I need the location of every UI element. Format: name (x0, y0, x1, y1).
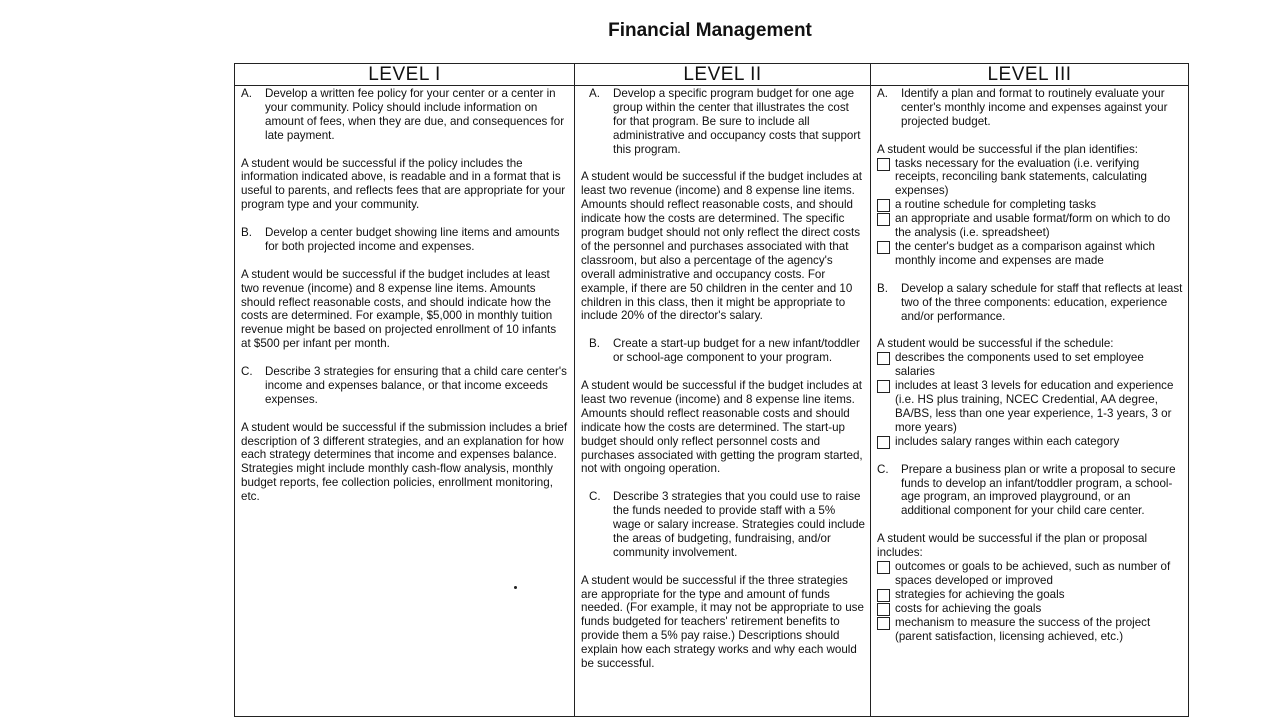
criteria-label: describes the components used to set employee salaries (895, 351, 1144, 379)
objective-letter: B. (589, 337, 600, 351)
level-3-heading: LEVEL III (871, 64, 1189, 86)
criteria-label: costs for achieving the goals (895, 601, 1042, 615)
success-criteria-text: A student would be successful if the budget includes at least two revenue (income) and 8 expense line items. Amounts should reflect reasonable costs, and should indicate how the costs are determined. For example, $5,000 in monthly tuition revenue might be based on projected enrollment of 10 infants at $500 per infant per month. (241, 267, 557, 351)
criteria-label: tasks necessary for the evaluation (i.e. verifying receipts, reconciling bank statements, calculating expenses) (895, 156, 1147, 198)
success-criteria-text: A student would be successful if the submission includes a brief description of 3 different strategies, and an explanation for how each strategy determines that income and expenses balance. Strategies might include monthly cash-flow analysis, monthly budget reports, fee collection policies, enrollment monitoring, etc. (241, 420, 568, 504)
criteria-item (877, 435, 1183, 449)
criteria-label: strategies for achieving the goals (895, 587, 1065, 601)
objective-text: Create a start-up budget for a new infant/toddler or school-age component to your program. (613, 337, 860, 365)
checkbox[interactable] (877, 352, 890, 365)
checkbox[interactable] (877, 603, 890, 616)
criteria-item (877, 157, 1183, 199)
criteria-label: the center's budget as a comparison against which monthly income and expenses are made (895, 240, 1156, 267)
objective-2b (581, 337, 865, 365)
criteria-checklist (877, 560, 1183, 644)
objective-2a (581, 87, 865, 157)
objective-2c (581, 490, 865, 560)
objective-1b (241, 226, 569, 254)
objective-text: Describe 3 strategies that you could use to raise the funds needed to provide staff with a 5% wage or salary increase. Strategies could include the areas of budgeting, fundraising, and/or community involvement. (613, 490, 865, 559)
objective-3a (877, 87, 1183, 129)
criteria-label: mechanism to measure the success of the project (parent satisfaction, licensing achieved, etc.) (895, 615, 1151, 643)
criteria-item (877, 602, 1183, 616)
criteria-item (877, 560, 1183, 588)
criteria-item (877, 616, 1183, 644)
checkbox[interactable] (877, 199, 890, 212)
success-criteria-text: A student would be successful if the budget includes at least two revenue (income) and 8 expense line items. Amounts should reflect reasonable costs, and should indicate how the costs are determined. The specific program budget should not only reflect the direct costs of the personnel and purchases associated with that classroom, but also a percentage of the agency's overall administrative and occupancy costs. For example, if there are 50 children in the center and 10 children in this class, then it might be appropriate to include 20% of the director's salary. (581, 170, 863, 323)
scan-speck (514, 586, 517, 589)
objective-text: Develop a center budget showing line items and amounts for both projected income and expenses. (265, 226, 560, 253)
criteria-item (877, 588, 1183, 602)
objective-letter: A. (589, 87, 600, 100)
objective-text: Prepare a business plan or write a proposal to secure funds to develop an infant/toddler program, a school-age program, an improved playground, or an additional component for your child care center. (901, 462, 1176, 518)
level-1-heading: LEVEL I (235, 64, 575, 86)
objective-letter: A. (877, 87, 888, 100)
checkbox[interactable] (877, 213, 890, 226)
page-title: Financial Management (608, 20, 812, 41)
success-criteria-text: A student would be successful if the policy includes the information indicated above, is readable and in a format that is useful to parents, and reflects fees that are appropriate for your program type and your community. (241, 156, 566, 212)
success-criteria-intro: A student would be successful if the schedule: (877, 337, 1114, 351)
objective-letter: C. (241, 365, 253, 379)
criteria-label: includes salary ranges within each category (895, 434, 1120, 448)
objective-letter: B. (877, 281, 888, 295)
criteria-item (877, 212, 1183, 240)
objective-3b (877, 282, 1183, 324)
objective-letter: A. (241, 87, 252, 100)
checkbox[interactable] (877, 241, 890, 254)
criteria-label: an appropriate and usable format/form on which to do the analysis (i.e. spreadsheet) (895, 212, 1171, 240)
checkbox[interactable] (877, 617, 890, 630)
checkbox[interactable] (877, 158, 890, 171)
criteria-label: a routine schedule for completing tasks (895, 198, 1097, 212)
criteria-checklist (877, 157, 1183, 268)
criteria-item (877, 379, 1183, 435)
criteria-label: outcomes or goals to be achieved, such as number of spaces developed or improved (895, 559, 1171, 587)
objective-text: Identify a plan and format to routinely evaluate your center's monthly income and expenses against your projected budget. (901, 87, 1168, 128)
level-1-column (235, 86, 575, 717)
levels-body-row (235, 86, 1189, 717)
checkbox[interactable] (877, 561, 890, 574)
checkbox[interactable] (877, 436, 890, 449)
objective-1a (241, 87, 569, 143)
checkbox[interactable] (877, 589, 890, 602)
success-criteria-text: A student would be successful if the budget includes at least two revenue (income) and 8 expense line items. Amounts should reflect reasonable costs and should indicate how the costs are determined. The start-up budget should only reflect personnel costs and purchases associated with getting the program started, not with ongoing operation. (581, 378, 863, 476)
objective-text: Develop a salary schedule for staff that reflects at least two of the three components: education, experience and/or performance. (901, 281, 1183, 323)
objective-1c (241, 365, 569, 407)
criteria-item (877, 198, 1183, 212)
success-criteria-intro: A student would be successful if the plan or proposal includes: (877, 532, 1148, 560)
objective-text: Develop a specific program budget for one age group within the center that illustrates the cost for that program. Be sure to include all administrative and occupancy costs that support this program. (613, 87, 861, 156)
success-criteria-intro: A student would be successful if the plan identifies: (877, 142, 1139, 156)
criteria-checklist (877, 351, 1183, 448)
success-criteria-text: A student would be successful if the three strategies are appropriate for the type and amount of funds needed. (For example, it may not be appropriate to use funds budgeted for teachers' retirement benefits to provide them a 5% pay raise.) Descriptions should explain how each strategy works and why each would be successful. (581, 573, 864, 671)
level-2-heading: LEVEL II (575, 64, 871, 86)
criteria-item (877, 351, 1183, 379)
objective-3c (877, 463, 1183, 519)
criteria-label: includes at least 3 levels for education and experience (i.e. HS plus training, NCEC Credential, AA degree, BA/BS, less than one year experience, 1-3 years, 3 or more years) (895, 379, 1174, 434)
levels-header-row (235, 64, 1189, 86)
level-2-column (575, 86, 871, 717)
level-3-column (871, 86, 1189, 717)
objective-letter: C. (877, 462, 889, 476)
objective-text: Describe 3 strategies for ensuring that a child care center's income and expenses balance, or that income exceeds expenses. (265, 365, 567, 406)
objective-text: Develop a written fee policy for your center or a center in your community. Policy should include information on amount of fees, when they are due, and consequences for late payment. (265, 87, 565, 142)
levels-table (234, 63, 1189, 717)
checkbox[interactable] (877, 380, 890, 393)
objective-letter: B. (241, 226, 252, 240)
criteria-item (877, 240, 1183, 268)
objective-letter: C. (589, 490, 601, 504)
